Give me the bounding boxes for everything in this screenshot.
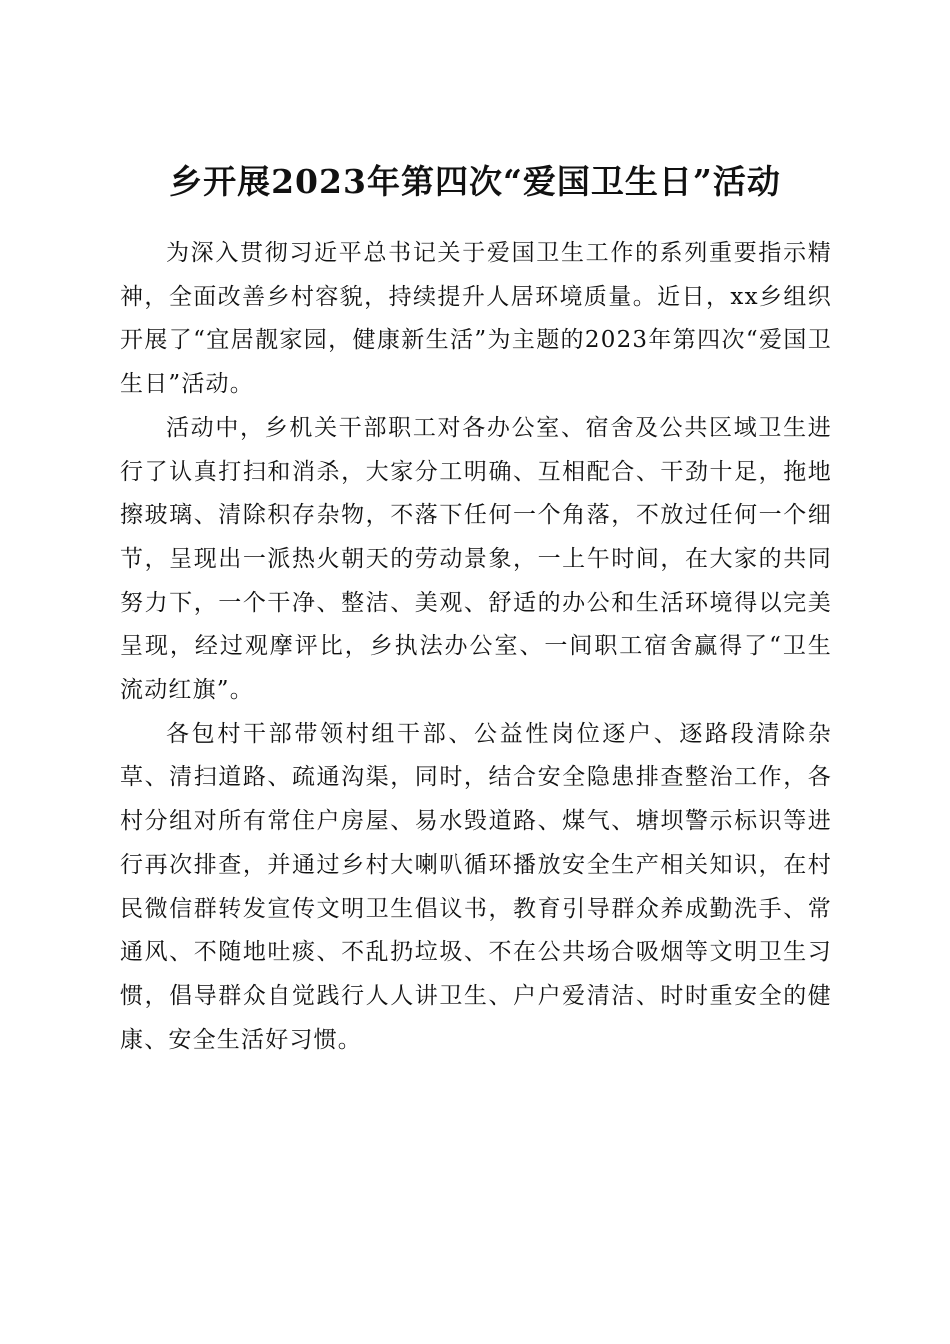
paragraph-2: 活动中，乡机关干部职工对各办公室、宿舍及公共区域卫生进行了认真打扫和消杀，大家分工明确、互相配合、干劲十足，拖地擦玻璃、清除积存杂物，不落下任何一个角落，不放过任何一个细节，呈现出一派热火朝天的劳动景象，一上午时间，在大家的共同努力下，一个干净、整洁、美观、舒适的办公和生活环境得以完美呈现，经过观摩评比，乡执法办公室、一间职工宿舍赢得了“卫生流动红旗”。 — [120, 414, 832, 704]
paragraph-1: 为深入贯彻习近平总书记关于爱国卫生工作的系列重要指示精神，全面改善乡村容貌，持续提升人居环境质量。近日，xx乡组织开展了“宜居靓家园，健康新生活”为主题的2023年第四次“爱国卫生日”活动。 — [120, 240, 832, 398]
paragraph-3: 各包村干部带领村组干部、公益性岗位逐户、逐路段清除杂草、清扫道路、疏通沟渠，同时，结合安全隐患排查整治工作，各村分组对所有常住户房屋、易水毁道路、煤气、塘坝警示标识等进行再次排查，并通过乡村大喇叭循环播放安全生产相关知识，在村民微信群转发宣传文明卫生倡议书，教育引导群众养成勤洗手、常通风、不随地吐痰、不乱扔垃圾、不在公共场合吸烟等文明卫生习惯，倡导群众自觉践行人人讲卫生、户户爱清洁、时时重安全的健康、安全生活好习惯。 — [120, 720, 832, 1053]
document-body — [120, 232, 832, 1062]
document-title: 乡开展2023年第四次“爱国卫生日”活动 — [169, 162, 781, 202]
